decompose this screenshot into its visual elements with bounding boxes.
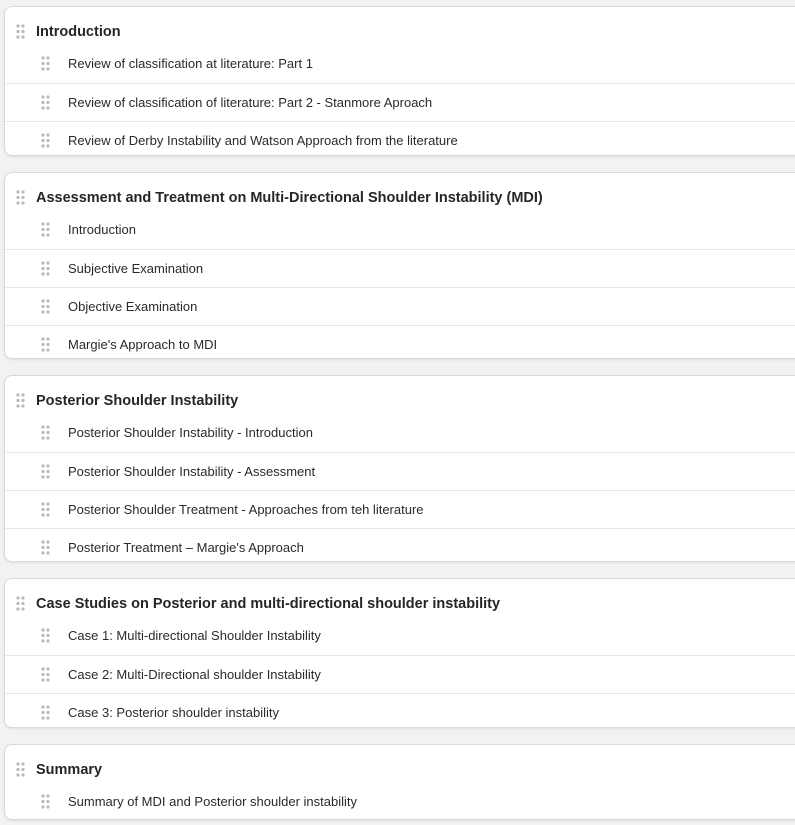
- drag-handle-icon[interactable]: [41, 299, 50, 314]
- lesson-title: Review of classification of literature: Part 2 - Stanmore Aproach: [68, 95, 433, 110]
- drag-handle-icon[interactable]: [16, 393, 25, 408]
- lesson-title: Case 1: Multi-directional Shoulder Instability: [68, 628, 321, 643]
- section-card: [4, 6, 795, 156]
- drag-handle-icon[interactable]: [41, 425, 50, 440]
- lesson-title: Posterior Shoulder Instability - Introduction: [68, 425, 313, 440]
- lesson-item[interactable]: [5, 45, 795, 83]
- drag-handle-icon[interactable]: [41, 540, 50, 555]
- lesson-title: Posterior Shoulder Treatment - Approaches from teh literature: [68, 502, 424, 517]
- section-title: Case Studies on Posterior and multi-directional shoulder instability: [36, 596, 501, 612]
- drag-handle-icon[interactable]: [41, 628, 50, 643]
- section-title: Summary: [36, 762, 103, 778]
- lesson-item[interactable]: [5, 249, 795, 287]
- drag-handle-icon[interactable]: [41, 794, 50, 809]
- section-card: [4, 744, 795, 820]
- drag-handle-icon[interactable]: [41, 464, 50, 479]
- lesson-item[interactable]: [5, 490, 795, 528]
- drag-handle-icon[interactable]: [41, 502, 50, 517]
- drag-handle-icon[interactable]: [41, 95, 50, 110]
- lesson-item[interactable]: [5, 83, 795, 121]
- drag-handle-icon[interactable]: [16, 762, 25, 777]
- section-title: Assessment and Treatment on Multi-Directional Shoulder Instability (MDI): [36, 190, 543, 206]
- lesson-title: Case 3: Posterior shoulder instability: [68, 705, 279, 720]
- lesson-title: Review of Derby Instability and Watson Approach from the literature: [68, 133, 458, 148]
- lesson-item[interactable]: [5, 121, 795, 159]
- lesson-item[interactable]: [5, 655, 795, 693]
- lesson-title: Case 2: Multi-Directional shoulder Instability: [68, 667, 321, 682]
- lesson-title: Margie's Approach to MDI: [68, 337, 218, 352]
- lesson-item[interactable]: [5, 287, 795, 325]
- lesson-item[interactable]: [5, 211, 795, 249]
- section-card: [4, 375, 795, 562]
- drag-handle-icon[interactable]: [41, 667, 50, 682]
- lesson-item[interactable]: [5, 528, 795, 566]
- drag-handle-icon[interactable]: [41, 261, 50, 276]
- drag-handle-icon[interactable]: [41, 705, 50, 720]
- lesson-title: Introduction: [68, 222, 136, 237]
- lesson-title: Posterior Treatment – Margie's Approach: [68, 540, 304, 555]
- drag-handle-icon[interactable]: [41, 133, 50, 148]
- lesson-item[interactable]: [5, 783, 795, 821]
- drag-handle-icon[interactable]: [41, 337, 50, 352]
- drag-handle-icon[interactable]: [41, 56, 50, 71]
- drag-handle-icon[interactable]: [16, 24, 25, 39]
- lesson-item[interactable]: [5, 414, 795, 452]
- section-card: [4, 578, 795, 728]
- lesson-item[interactable]: [5, 617, 795, 655]
- lesson-title: Posterior Shoulder Instability - Assessment: [68, 464, 316, 479]
- lesson-title: Summary of MDI and Posterior shoulder instability: [68, 794, 358, 809]
- drag-handle-icon[interactable]: [16, 190, 25, 205]
- lesson-title: Objective Examination: [68, 299, 198, 314]
- lesson-title: Review of classification at literature: Part 1: [68, 56, 313, 71]
- drag-handle-icon[interactable]: [16, 596, 25, 611]
- lesson-item[interactable]: [5, 693, 795, 731]
- section-title: Introduction: [36, 24, 121, 40]
- lesson-title: Subjective Examination: [68, 261, 204, 276]
- drag-handle-icon[interactable]: [41, 222, 50, 237]
- lesson-item[interactable]: [5, 452, 795, 490]
- section-title: Posterior Shoulder Instability: [36, 393, 239, 409]
- section-card: [4, 172, 795, 359]
- lesson-item[interactable]: [5, 325, 795, 363]
